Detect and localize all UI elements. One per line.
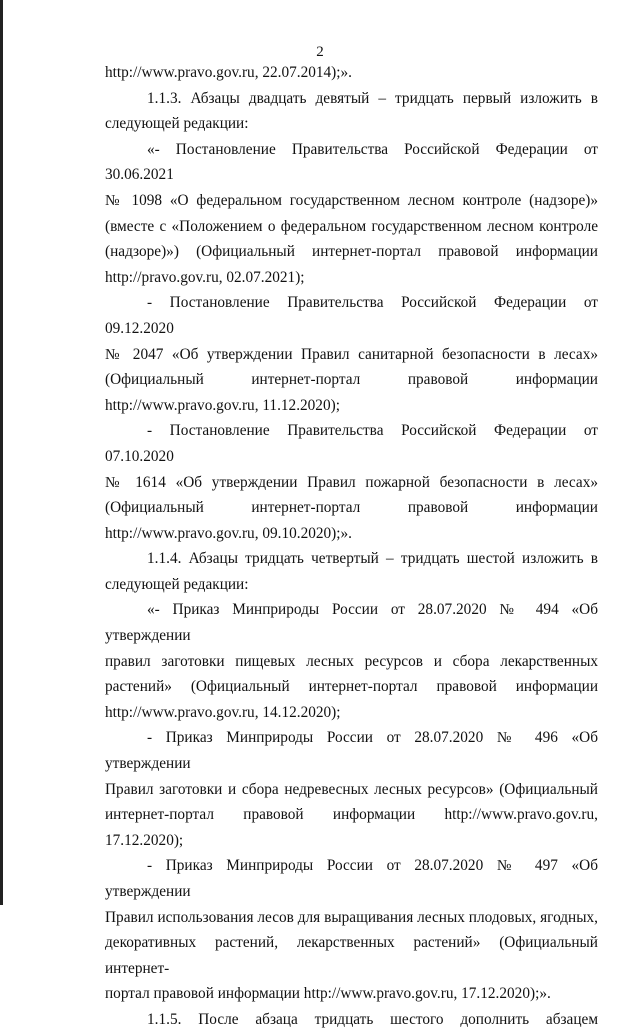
text-line: (вместе с «Положением о федеральном государственном лесном контроле bbox=[105, 217, 598, 235]
text-line: - Постановление Правительства Российской Федерации от 07.10.2020 bbox=[105, 422, 598, 465]
text-line: (надзоре)») (Официальный интернет-портал правовой информации bbox=[105, 243, 598, 261]
section-1-1-4-heading: 1.1.4. Абзацы тридцать четвертый – тридцать шестой изложить в bbox=[147, 550, 598, 568]
text-line: портал правовой информации http://www.pravo.gov.ru, 17.12.2020);». bbox=[105, 985, 551, 1003]
text-line: следующей редакции: bbox=[105, 115, 249, 133]
text-line: Правил заготовки и сбора недревесных лесных ресурсов» (Официальный bbox=[105, 780, 598, 798]
text-line: (Официальный интернет-портал правовой информации bbox=[105, 499, 598, 517]
text-line: http://www.pravo.gov.ru, 22.07.2014);». bbox=[105, 64, 352, 81]
section-1-1-5-heading: 1.1.5. После абзаца тридцать шестого дополнить абзацем bbox=[147, 1010, 598, 1028]
text-line: - Приказ Минприроды России от 28.07.2020 № 497 «Об утверждении bbox=[105, 857, 598, 900]
text-line: - Постановление Правительства Российской Федерации от 09.12.2020 bbox=[105, 294, 598, 337]
text-line: http://www.pravo.gov.ru, 11.12.2020); bbox=[105, 396, 340, 414]
section-1-1-3-heading: 1.1.3. Абзацы двадцать девятый – тридцать первый изложить в bbox=[147, 89, 598, 107]
text-line: растений» (Официальный интернет-портал правовой информации bbox=[105, 678, 598, 696]
page-number: 2 bbox=[316, 44, 324, 60]
text-line: http://www.pravo.gov.ru, 09.10.2020);». bbox=[105, 524, 352, 542]
text-line: № 2047 «Об утверждении Правил санитарной безопасности в лесах» bbox=[105, 345, 598, 363]
text-line: Правил использования лесов для выращивания лесных плодовых, ягодных, bbox=[105, 908, 598, 926]
text-line: следующей редакции: bbox=[105, 575, 249, 593]
text-line: правил заготовки пищевых лесных ресурсов и сбора лекарственных bbox=[105, 652, 598, 670]
text-line: (Официальный интернет-портал правовой информации bbox=[105, 371, 598, 389]
document-body bbox=[105, 60, 598, 1033]
text-line: «- Постановление Правительства Российской Федерации от 30.06.2021 bbox=[105, 140, 598, 184]
text-line: интернет-портал правовой информации http://www.pravo.gov.ru, 17.12.2020); bbox=[105, 806, 598, 849]
text-line: http://www.pravo.gov.ru, 14.12.2020); bbox=[105, 703, 341, 721]
text-line: «- Приказ Минприроды России от 28.07.2020 № 494 «Об утверждении bbox=[105, 601, 598, 645]
text-line: http://pravo.gov.ru, 02.07.2021); bbox=[105, 268, 305, 286]
text-line: № 1614 «Об утверждении Правил пожарной безопасности в лесах» bbox=[105, 473, 598, 491]
text-line: декоративных растений, лекарственных растений» (Официальный интернет- bbox=[105, 934, 598, 977]
text-line: № 1098 «О федеральном государственном лесном контроле (надзоре)» bbox=[105, 191, 598, 209]
text-line: - Приказ Минприроды России от 28.07.2020 № 496 «Об утверждении bbox=[105, 729, 598, 773]
